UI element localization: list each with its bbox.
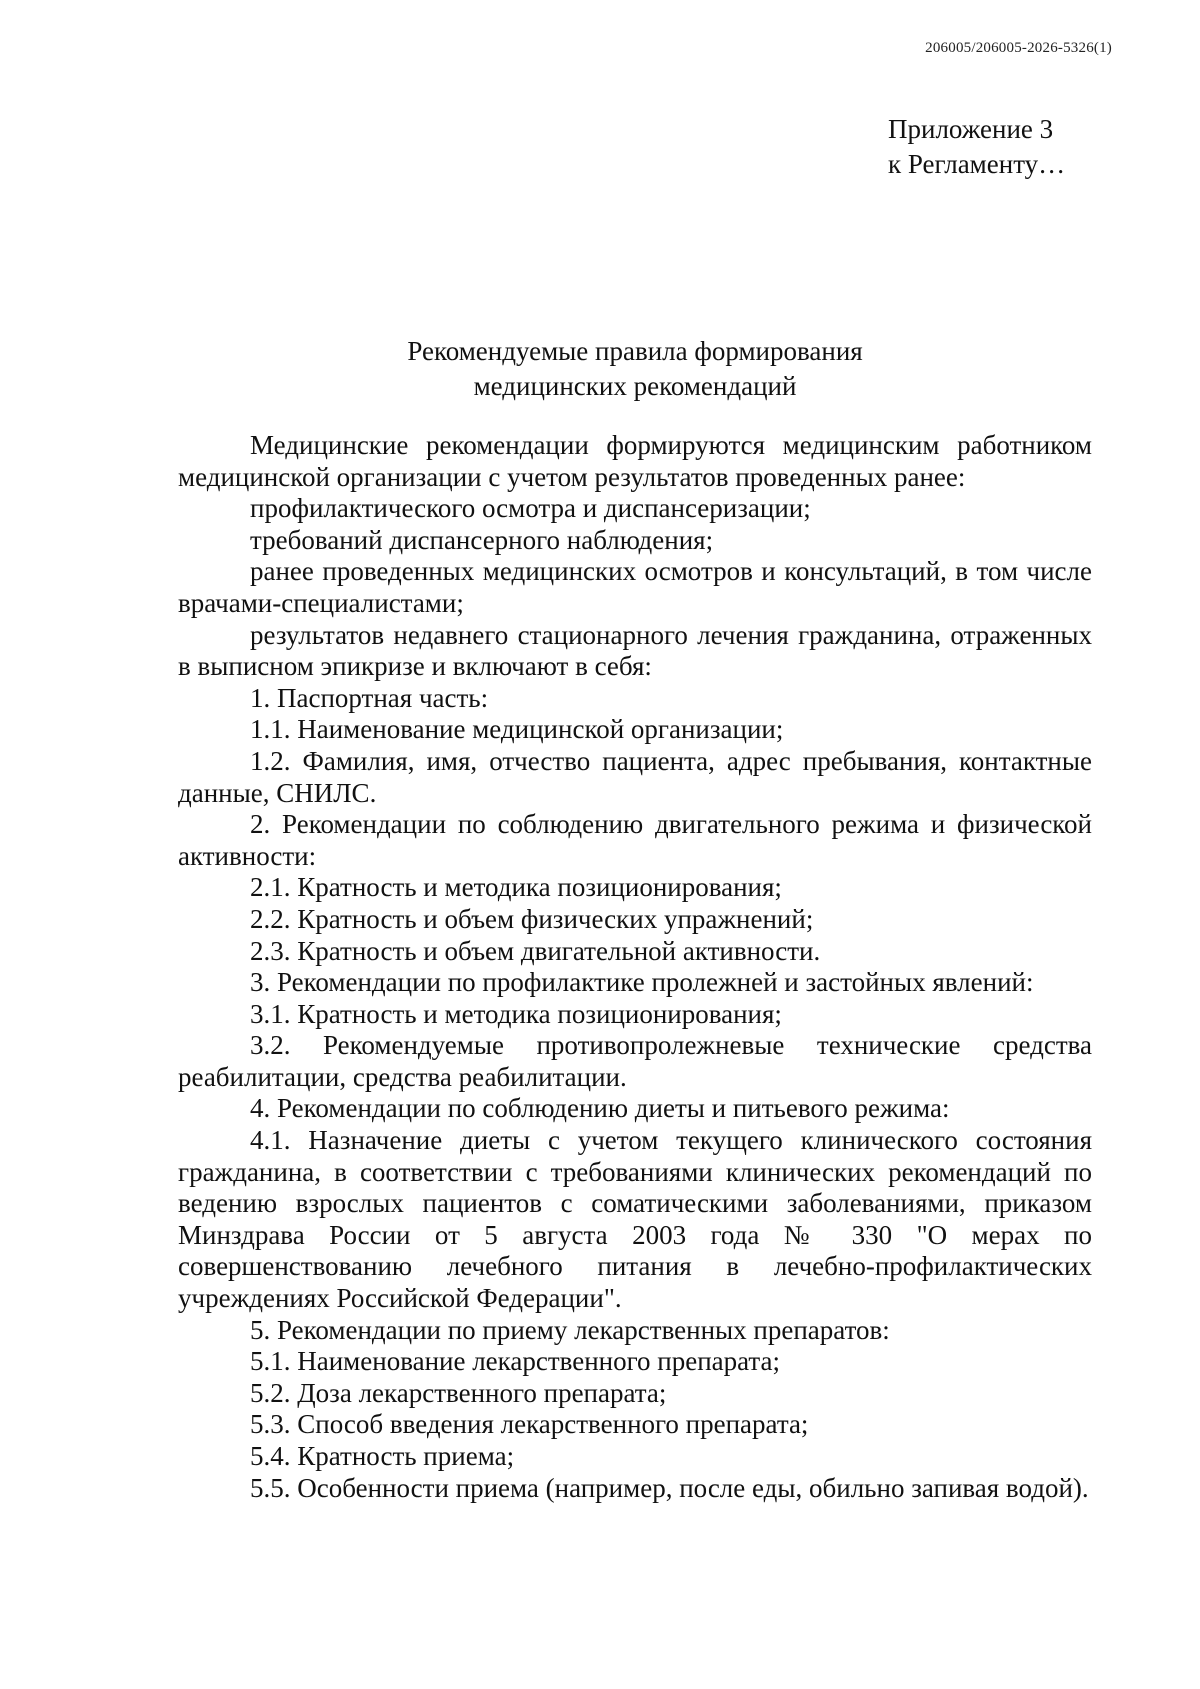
list-item-5-5: 5.5. Особенности приема (например, после еды, обильно запивая водой). — [250, 1472, 1089, 1503]
list-item-2-2: 2.2. Кратность и объем физических упражнений; — [250, 903, 814, 934]
title-line-2: медицинских рекомендаций — [473, 371, 797, 401]
list-item-3-2: 3.2. Рекомендуемые противопролежневые технические средства реабилитации, средства реабилитации. — [178, 1030, 1092, 1092]
paragraph-source-checkup: профилактического осмотра и диспансеризации; — [250, 493, 811, 524]
list-item-5: 5. Рекомендации по приему лекарственных препаратов: — [250, 1314, 890, 1345]
paragraph-source-observation: требований диспансерного наблюдения; — [250, 524, 714, 555]
list-item-2-1: 2.1. Кратность и методика позиционирования; — [250, 872, 782, 903]
list-item-4: 4. Рекомендации по соблюдению диеты и питьевого режима: — [250, 1093, 950, 1124]
list-item-1: 1. Паспортная часть: — [250, 682, 489, 713]
list-item-3-1: 3.1. Кратность и методика позиционирования; — [250, 998, 782, 1029]
document-title — [0, 334, 1200, 404]
paragraph-intro: Медицинские рекомендации формируются медицинским работником медицинской организации с учетом результатов проведенных ранее: — [178, 430, 1092, 492]
list-item-3: 3. Рекомендации по профилактике пролежней и застойных явлений: — [250, 967, 1034, 998]
list-item-2-3: 2.3. Кратность и объем двигательной активности. — [250, 935, 821, 966]
appendix-line-2: к Регламенту… — [888, 149, 1066, 179]
paragraph-source-inpatient: результатов недавнего стационарного лечения гражданина, отраженных в выписном эпикризе и включают в себя: — [178, 619, 1092, 682]
list-item-5-4: 5.4. Кратность приема; — [250, 1441, 515, 1471]
list-item-5-1: 5.1. Наименование лекарственного препарата; — [250, 1346, 781, 1377]
list-item-4-1: 4.1. Назначение диеты с учетом текущего клинического состояния гражданина, в соответствии с требованиями клинических рекомендаций по ведению взрослых пациентов с соматическими заболеваниями, приказом Минздрава России от 5 августа 2003 года № 330 "О мерах по совершенствованию лечебного питания в лечебно-профилактических учреждениях Российской Федерации". — [178, 1125, 1092, 1314]
paragraph-source-consultations: ранее проведенных медицинских осмотров и консультаций, в том числе врачами-специалистами; — [178, 556, 1092, 618]
title-line-1: Рекомендуемые правила формирования — [407, 336, 863, 366]
list-item-1-2: 1.2. Фамилия, имя, отчество пациента, адрес пребывания, контактные данные, СНИЛС. — [178, 745, 1092, 808]
list-item-5-3: 5.3. Способ введения лекарственного препарата; — [250, 1409, 809, 1440]
list-item-2: 2. Рекомендации по соблюдению двигательного режима и физической активности: — [178, 809, 1092, 871]
list-item-5-2: 5.2. Доза лекарственного препарата; — [250, 1377, 667, 1408]
appendix-note — [888, 112, 1065, 182]
document-code: 206005/206005-2026-5326(1) — [925, 40, 1112, 56]
list-item-1-1: 1.1. Наименование медицинской организации; — [250, 714, 784, 745]
appendix-line-1: Приложение 3 — [888, 114, 1054, 144]
document-body — [178, 430, 1092, 1504]
